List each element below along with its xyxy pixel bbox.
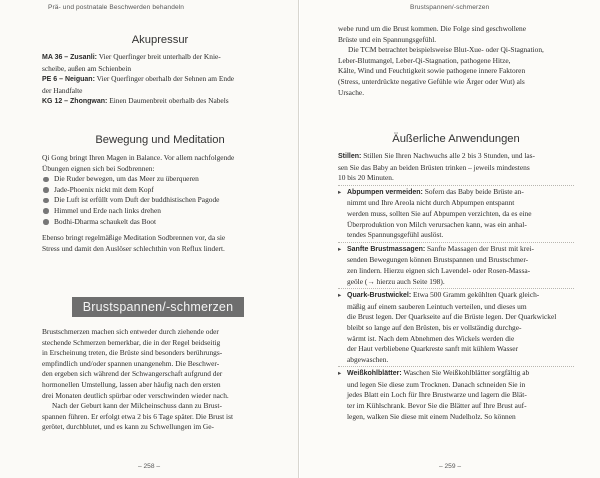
- list-item: Die Luft ist erfüllt vom Duft der buddhistischen Pagode: [42, 195, 278, 206]
- list-item: ▸ Quark-Brustwickel: Etwa 500 Gramm gekühlten Quark gleich- mäßig auf einem sauberen Leintuch verteilen, und dieses um die Brust legen. Der Quarkseite auf die Brüste legen. Der Quarkwickel bleibt so lange auf den Brüsten, bis er vollständig durchge- wärmt ist. Nach dem Abnehmen des Wickels werden die der Haut verbliebene Quarkreste sanft mit kühlem Wasser abgewaschen.: [338, 290, 557, 364]
- right-page: [300, 0, 600, 478]
- page-number-left: – 258 –: [138, 463, 160, 470]
- bewegung-intro: Qi Gong bringt Ihren Magen in Balance. Vor allem nachfolgende Übungen eignen sich bei Sodbrennen:: [42, 153, 235, 173]
- akupressur-heading: Akupressur: [131, 34, 189, 46]
- body-paragraph: Die TCM betrachtet beispielsweise Blut-Xue- oder Qi-Stagnation, Leber-Blutmangel, Leber-Qi-Stagnation, pathogene Hitze, Kälte, Wind und Feuchtigkeit sowie pathogene innere Faktoren (Stress, unterdrückte negative Gefühle wie Ärger oder Wut) als Ursache.: [338, 45, 544, 97]
- exercise-list: [42, 174, 278, 227]
- list-item: Himmel und Erde nach links drehen: [42, 206, 278, 217]
- bullet-dot-icon: [43, 219, 49, 225]
- bewegung-section: [42, 134, 278, 254]
- akupressur-section: [42, 34, 278, 108]
- stillen-paragraph: Stillen: Stillen Sie Ihren Nachwuchs alle 2 bis 3 Stunden, und las- sen Sie das Baby an beiden Brüsten trinken – jeweils mindestens 10 bis 20 Minuten.: [338, 151, 535, 183]
- brustspannen-body: [42, 327, 278, 433]
- triangle-right-icon: ▸: [338, 369, 342, 378]
- acupoint-line: MA 36 – Zusanli: Vier Querfinger breit unterhalb der Knie-: [42, 52, 221, 61]
- list-item: ▸ Weißkohlblätter: Waschen Sie Weißkohlblätter sorgfältig ab und legen Sie diese zum Trocknen. Danach schneiden Sie in jedes Blatt ein Loch für Ihre Brustwarze und lagern die Blät- ter im Kühlschrank. Bevor Sie die Blätter auf Ihre Brust auf- legen, walken Sie diese mit einem Nudelholz. So können: [338, 368, 530, 421]
- acupoint-line: der Handfalte: [42, 85, 83, 95]
- page-number-right: – 259 –: [439, 463, 461, 470]
- triangle-right-icon: ▸: [338, 244, 342, 253]
- bullet-dot-icon: [43, 198, 49, 204]
- divider: [338, 366, 574, 367]
- divider: [338, 288, 574, 289]
- anwendungen-heading: Äußerliche Anwendungen: [392, 133, 520, 145]
- triangle-right-icon: ▸: [338, 187, 342, 196]
- list-item: Bodhi-Dharma schaukelt das Boot: [42, 217, 278, 228]
- bewegung-heading: Bewegung und Meditation: [95, 134, 225, 146]
- running-head-right: Brustspannen/-schmerzen: [410, 4, 490, 11]
- body-paragraph: webe rund um die Brust kommen. Die Folge sind geschwollene Brüste und ein Spannungsgefühl.: [338, 24, 527, 44]
- acupoint-line: PE 6 – Neiguan: Vier Querfinger oberhalb der Sehnen am Ende: [42, 74, 235, 84]
- anwendungen-section: [338, 133, 574, 422]
- section-band-title: Brustspannen/-schmerzen: [72, 297, 244, 317]
- bewegung-outro: Ebenso bringt regelmäßige Meditation Sodbrennen vor, da sie Stress und damit den Auslöser schlechthin von Reflux lindert.: [42, 233, 226, 253]
- running-head-left: Prä- und postnatale Beschwerden behandeln: [48, 4, 185, 11]
- right-intro: [338, 24, 574, 98]
- body-paragraph: Nach der Geburt kann der Milcheinschuss dann zu Brust- spannen führen. Er erfolgt etwa 2 bis 6 Tage später. Die Brust ist gerötet, durchblutet, und es kann zu Schwellungen im Ge-: [42, 401, 234, 432]
- bullet-dot-icon: [43, 208, 49, 214]
- list-item: Die Ruder bewegen, um das Meer zu überqueren: [42, 174, 278, 185]
- list-item: Jade-Phoenix nickt mit dem Kopf: [42, 185, 278, 196]
- triangle-right-icon: ▸: [338, 291, 342, 300]
- divider: [338, 242, 574, 243]
- divider: [338, 185, 574, 186]
- acupoint-line: scheibe, außen am Schienbein: [42, 63, 132, 73]
- bullet-dot-icon: [43, 177, 49, 183]
- list-item: ▸ Sanfte Brustmassagen: Sanfte Massagen der Brust mit krei- senden Bewegungen können Brustspannen und Brustschmer- zen lindern. Hierzu eignen sich Lavendel- oder Rosen-Massa- geöle (→ hierzu auch Seite 198).: [338, 243, 534, 286]
- bullet-dot-icon: [43, 187, 49, 193]
- left-page: [0, 0, 299, 478]
- acupoint-line: KG 12 – Zhongwan: Einen Daumenbreit oberhalb des Nabels: [42, 96, 229, 106]
- body-paragraph: Brustschmerzen machen sich entweder durch ziehende oder stechende Schmerzen bemerkbar, die in der Regel beidseitig in Erscheinung treten, die Brüste sind besonders berührungs- empfindlich und/oder spannen unangenehm. Die Beschwer- den ergeben sich während der Schwangerschaft aufgrund der hormonellen Umstellung, lassen aber häufig nach den ersten drei Monaten deutlich spürbar oder verschwinden wieder nach.: [42, 327, 229, 400]
- list-item: ▸ Abpumpen vermeiden: Sofern das Baby beide Brüste an- nimmt und Ihre Areola nicht durch Abpumpen entspannt werden muss, sollten Sie auf Abpumpen verzichten, da es eine Überproduktion von Milch verursachen kann, was ein anhal- tendes Spannungsgefühl auslöst.: [338, 186, 532, 240]
